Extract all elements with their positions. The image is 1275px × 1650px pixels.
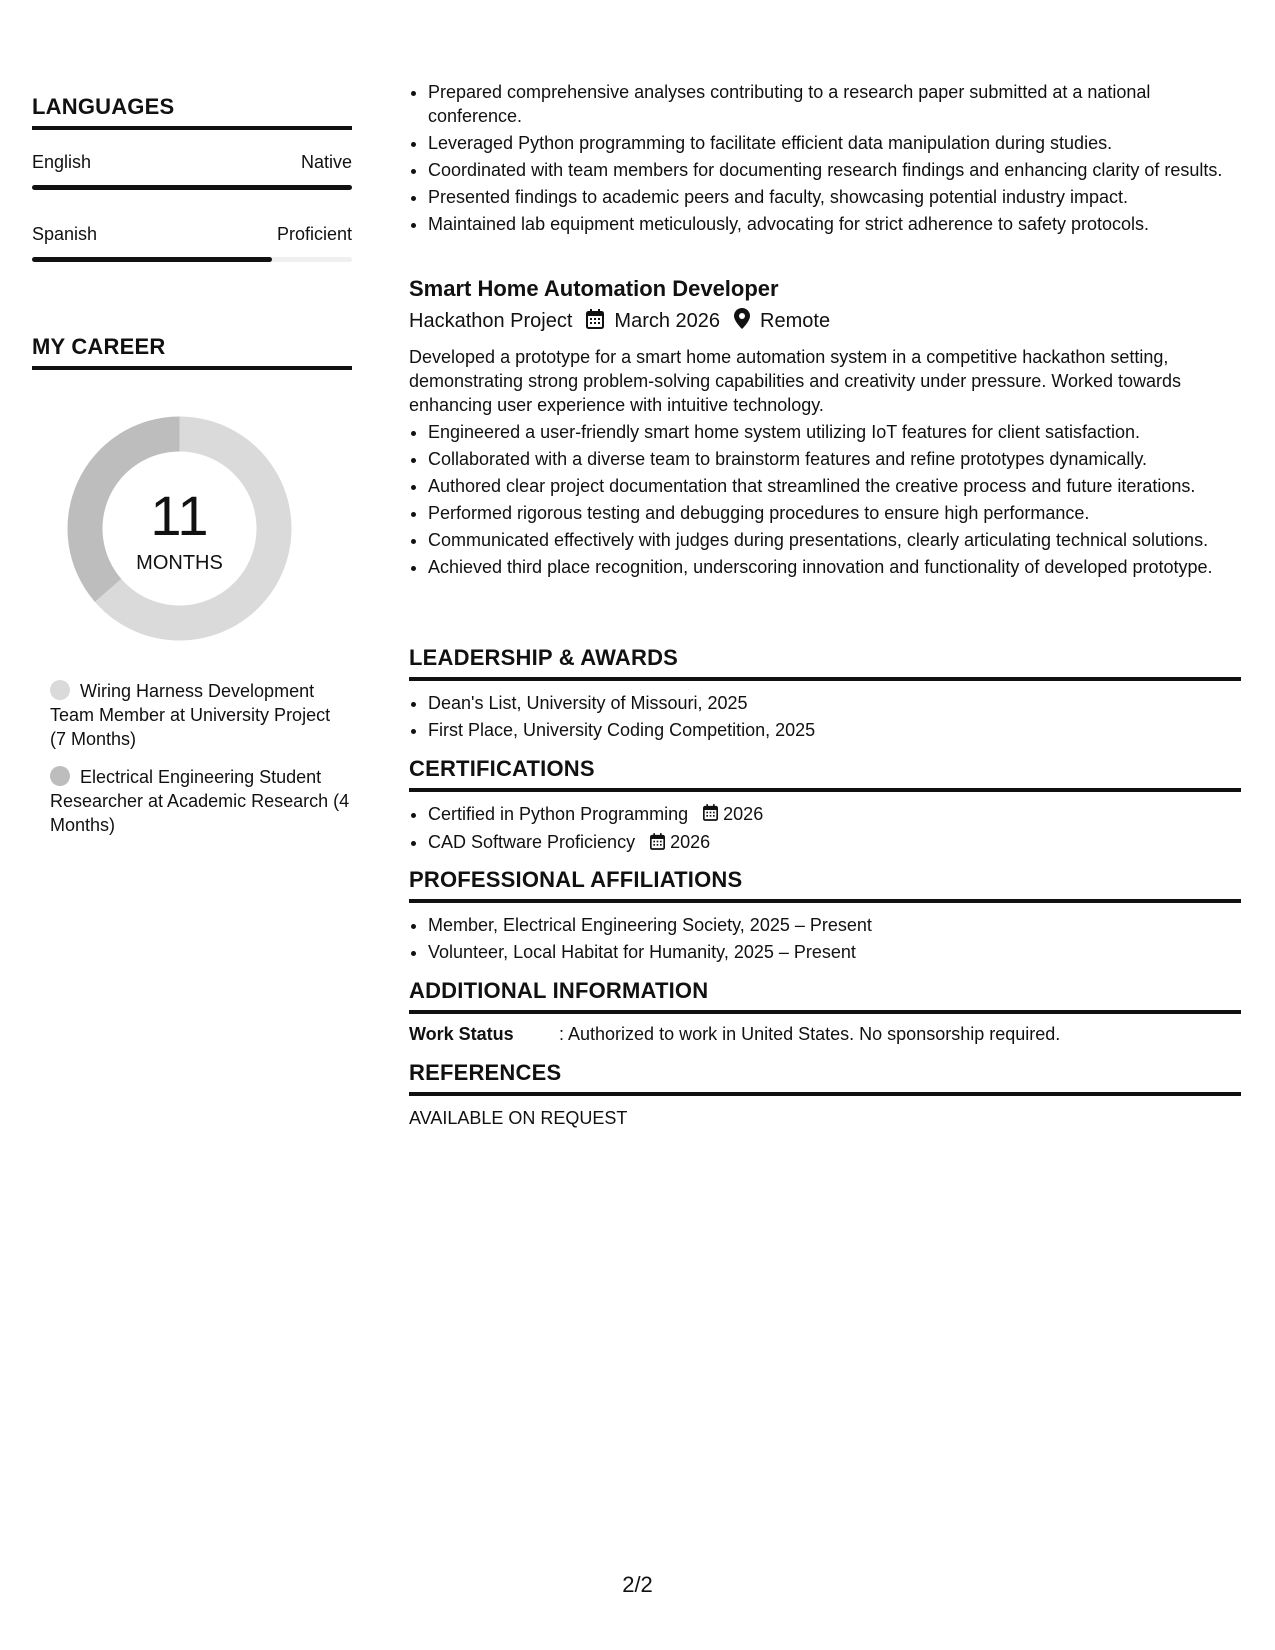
list-item: • Communicated effectively with judges during presentations, clearly articulating technical solutions. <box>428 528 1260 552</box>
career-legend-label: Electrical Engineering Student Researcher at Academic Research (4 Months) <box>50 767 350 835</box>
list-item: • Maintained lab equipment meticulously, advocating for strict adherence to safety protocols. <box>428 212 1248 236</box>
certification-year: 2026 <box>723 804 764 824</box>
language-proficiency-fill <box>32 257 272 262</box>
job-summary: Developed a prototype for a smart home automation system in a competitive hackathon setting, demonstrating strong problem-solving capabilities and creativity under pressure. Worked towards enhancing user experience with intuitive technology. <box>409 347 1182 415</box>
language-level: Proficient <box>276 224 352 244</box>
certifications-section <box>409 756 1241 859</box>
leadership-list <box>409 691 1241 742</box>
leadership-heading: LEADERSHIP & AWARDS <box>409 645 1241 681</box>
list-item: • First Place, University Coding Competition, 2025 <box>428 718 1241 742</box>
calendar-icon <box>650 832 665 856</box>
certification-name: CAD Software Proficiency <box>428 832 636 853</box>
career-legend-label: Wiring Harness Development Team Member at University Project (7 Months) <box>50 681 331 749</box>
work-status-label: Work Status <box>409 1024 514 1044</box>
certifications-heading: CERTIFICATIONS <box>409 756 1241 792</box>
list-item <box>428 830 1241 855</box>
languages-heading: LANGUAGES <box>32 94 352 130</box>
language-level: Native <box>300 152 352 172</box>
list-item: • Collaborated with a diverse team to brainstorm features and refine prototypes dynamically. <box>428 447 1260 471</box>
leadership-section <box>409 645 1241 745</box>
certifications-list <box>409 802 1241 856</box>
calendar-icon <box>703 803 718 827</box>
language-proficiency-bar <box>32 185 352 190</box>
languages-section <box>32 94 352 262</box>
language-item <box>32 224 352 262</box>
career-heading: MY CAREER <box>32 334 352 370</box>
job-organization: Hackathon Project <box>409 310 573 332</box>
list-item: • Dean's List, University of Missouri, 2025 <box>428 691 1241 715</box>
career-legend-item <box>50 765 350 837</box>
certification-year: 2026 <box>670 832 711 853</box>
location-pin-icon <box>734 308 750 335</box>
work-status-value: : Authorized to work in United States. No sponsorship required. <box>559 1024 1061 1044</box>
list-item: • Volunteer, Local Habitat for Humanity, 2025 – Present <box>428 940 1241 964</box>
previous-job-bullets <box>409 80 1248 239</box>
job-title: Smart Home Automation Developer <box>409 276 779 301</box>
calendar-icon <box>586 309 604 335</box>
legend-dot-icon <box>50 766 70 786</box>
job-date: March 2026 <box>614 310 721 332</box>
legend-dot-icon <box>50 680 70 700</box>
donut-center <box>67 416 292 641</box>
work-status-row <box>409 1024 1241 1045</box>
list-item: • Member, Electrical Engineering Society, 2025 – Present <box>428 913 1241 937</box>
list-item: • Leveraged Python programming to facilitate efficient data manipulation during studies. <box>428 131 1248 155</box>
list-item: • Performed rigorous testing and debugging procedures to ensure high performance. <box>428 501 1260 525</box>
language-name: English <box>32 152 92 172</box>
affiliations-list <box>409 913 1241 964</box>
job-location: Remote <box>760 310 831 332</box>
language-proficiency-bar <box>32 257 352 262</box>
career-legend-item <box>50 679 350 751</box>
language-proficiency-fill <box>32 185 352 190</box>
list-item: • Presented findings to academic peers and faculty, showcasing potential industry impact. <box>428 185 1248 209</box>
list-item <box>428 802 1241 827</box>
job-meta <box>409 308 1241 335</box>
list-item: • Authored clear project documentation that streamlined the creative process and future iterations. <box>428 474 1260 498</box>
additional-info-heading: ADDITIONAL INFORMATION <box>409 978 1241 1014</box>
career-section <box>32 334 352 370</box>
career-total-months: 11 <box>150 484 209 547</box>
list-item: • Prepared comprehensive analyses contributing to a research paper submitted at a national conference. <box>428 80 1248 128</box>
list-item: • Achieved third place recognition, underscoring innovation and functionality of developed prototype. <box>428 555 1260 579</box>
language-item <box>32 152 352 190</box>
page-number: 2/2 <box>622 1572 653 1597</box>
career-donut-chart <box>67 416 292 641</box>
references-heading: REFERENCES <box>409 1060 1241 1096</box>
list-item: • Engineered a user-friendly smart home system utilizing IoT features for client satisfaction. <box>428 420 1260 444</box>
language-name: Spanish <box>32 224 98 244</box>
list-item: • Coordinated with team members for documenting research findings and enhancing clarity of results. <box>428 158 1248 182</box>
affiliations-section <box>409 867 1241 967</box>
job-bullets <box>409 420 1260 579</box>
career-total-unit: MONTHS <box>136 552 223 574</box>
job-entry <box>409 276 1241 582</box>
references-section <box>409 1060 1241 1129</box>
additional-info-section <box>409 978 1241 1045</box>
references-text: AVAILABLE ON REQUEST <box>409 1108 628 1128</box>
certification-name: Certified in Python Programming <box>428 804 689 824</box>
affiliations-heading: PROFESSIONAL AFFILIATIONS <box>409 867 1241 903</box>
